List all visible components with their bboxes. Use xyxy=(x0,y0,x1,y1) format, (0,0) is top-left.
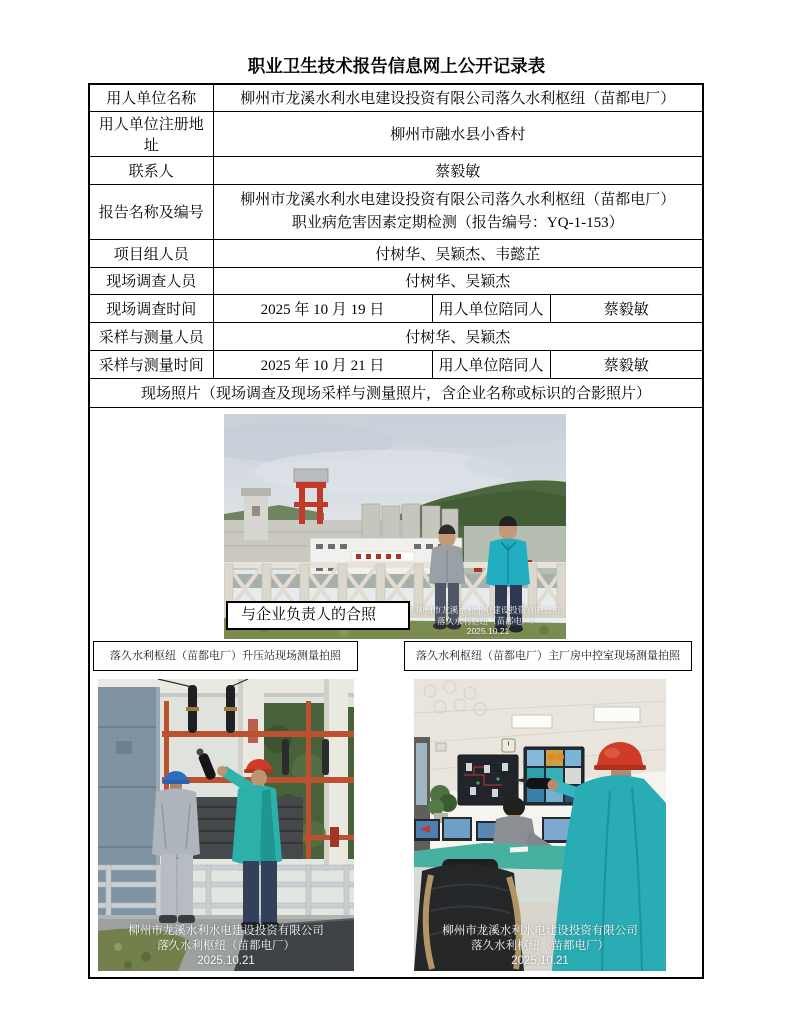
office-chair xyxy=(414,859,524,971)
table-row xyxy=(89,322,703,350)
field-value-registered-address: 柳州市融水县小香村 xyxy=(213,111,703,156)
table-row xyxy=(89,184,703,239)
watermark-line: 2025.10.21 xyxy=(197,954,255,967)
group-photo-label-box: 与企业负责人的合照 xyxy=(226,601,410,630)
table-row xyxy=(89,378,703,407)
field-value-site-survey-date: 2025 年 10 月 19 日 xyxy=(213,294,432,322)
table-row xyxy=(89,111,703,156)
field-label-registered-address: 用人单位注册地址 xyxy=(89,111,213,156)
field-value-survey-accompanying-person: 蔡毅敏 xyxy=(550,294,703,322)
field-label-sampling-accompanying-person: 用人单位陪同人 xyxy=(432,350,550,378)
field-value-site-survey-staff: 付树华、吴颖杰 xyxy=(213,267,703,294)
field-label-site-survey-staff: 现场调查人员 xyxy=(89,267,213,294)
field-value-employer-name: 柳州市龙溪水利水电建设投资有限公司落久水利枢纽（苗都电厂） xyxy=(213,84,703,111)
field-label-sampling-date: 采样与测量时间 xyxy=(89,350,213,378)
field-value-sampling-date: 2025 年 10 月 21 日 xyxy=(213,350,432,378)
photo-control-room-measurement xyxy=(414,679,666,971)
field-label-contact-person: 联系人 xyxy=(89,156,213,184)
field-label-site-survey-date: 现场调查时间 xyxy=(89,294,213,322)
watermark-line: 落久水利枢纽（苗都电厂） xyxy=(157,939,295,952)
ground xyxy=(98,915,354,971)
field-value-sampling-accompanying-person: 蔡毅敏 xyxy=(550,350,703,378)
photo-substation-measurement xyxy=(98,679,354,971)
table-row xyxy=(89,267,703,294)
field-label-project-team: 项目组人员 xyxy=(89,239,213,267)
photos-section-header: 现场照片（现场调查及现场采样与测量照片，含企业名称或标识的合影照片） xyxy=(89,378,703,407)
wall-screen-scada xyxy=(458,755,518,805)
record-table xyxy=(88,83,704,979)
watermark-line: 柳州市龙溪水利水电建设投资有限公司 xyxy=(128,924,324,937)
control-room-scene xyxy=(414,679,666,971)
table-row xyxy=(89,156,703,184)
table-row xyxy=(89,84,703,111)
field-label-survey-accompanying-person: 用人单位陪同人 xyxy=(432,294,550,322)
field-value-sampling-staff: 付树华、吴颖杰 xyxy=(213,322,703,350)
watermark-line: 落久水利枢纽（苗都电厂） xyxy=(471,939,609,952)
table-row xyxy=(89,350,703,378)
page-title: 职业卫生技术报告信息网上公开记录表 xyxy=(247,56,546,76)
substation-scene xyxy=(98,679,354,971)
watermark-line: 落久水利枢纽（苗都电厂） xyxy=(436,615,539,626)
field-label-report-name-number: 报告名称及编号 xyxy=(89,184,213,239)
table-row-photos xyxy=(89,407,703,978)
field-value-report-name-number xyxy=(213,184,703,239)
caption-substation-photo: 落久水利枢纽（苗都电厂）升压站现场测量拍照 xyxy=(93,641,358,671)
field-label-sampling-staff: 采样与测量人员 xyxy=(89,322,213,350)
field-value-project-team: 付树华、吴颖杰、韦懿芷 xyxy=(213,239,703,267)
caption-control-room-photo: 落久水利枢纽（苗都电厂）主厂房中控室现场测量拍照 xyxy=(404,641,692,671)
field-label-employer-name: 用人单位名称 xyxy=(89,84,213,111)
wall-clock xyxy=(502,739,515,752)
watermark-line: 2025.10.21 xyxy=(511,954,569,967)
field-value-contact-person: 蔡毅敏 xyxy=(213,156,703,184)
watermark-line: 2025.10.21 xyxy=(466,626,510,636)
photos-cell xyxy=(89,407,703,978)
watermark-line: 柳州市龙溪水利水电建设投资有限公司 xyxy=(442,924,638,937)
table-row xyxy=(89,294,703,322)
report-name-line1: 柳州市龙溪水利水电建设投资有限公司落久水利枢纽（苗都电厂） xyxy=(240,191,676,208)
table-row xyxy=(89,239,703,267)
watermark-line: 柳州市龙溪水利水电建设投资有限公司 xyxy=(415,605,561,615)
report-name-line2: 职业病危害因素定期检测（报告编号：YQ-1-153） xyxy=(291,214,624,231)
photo-group-with-company xyxy=(224,414,566,639)
